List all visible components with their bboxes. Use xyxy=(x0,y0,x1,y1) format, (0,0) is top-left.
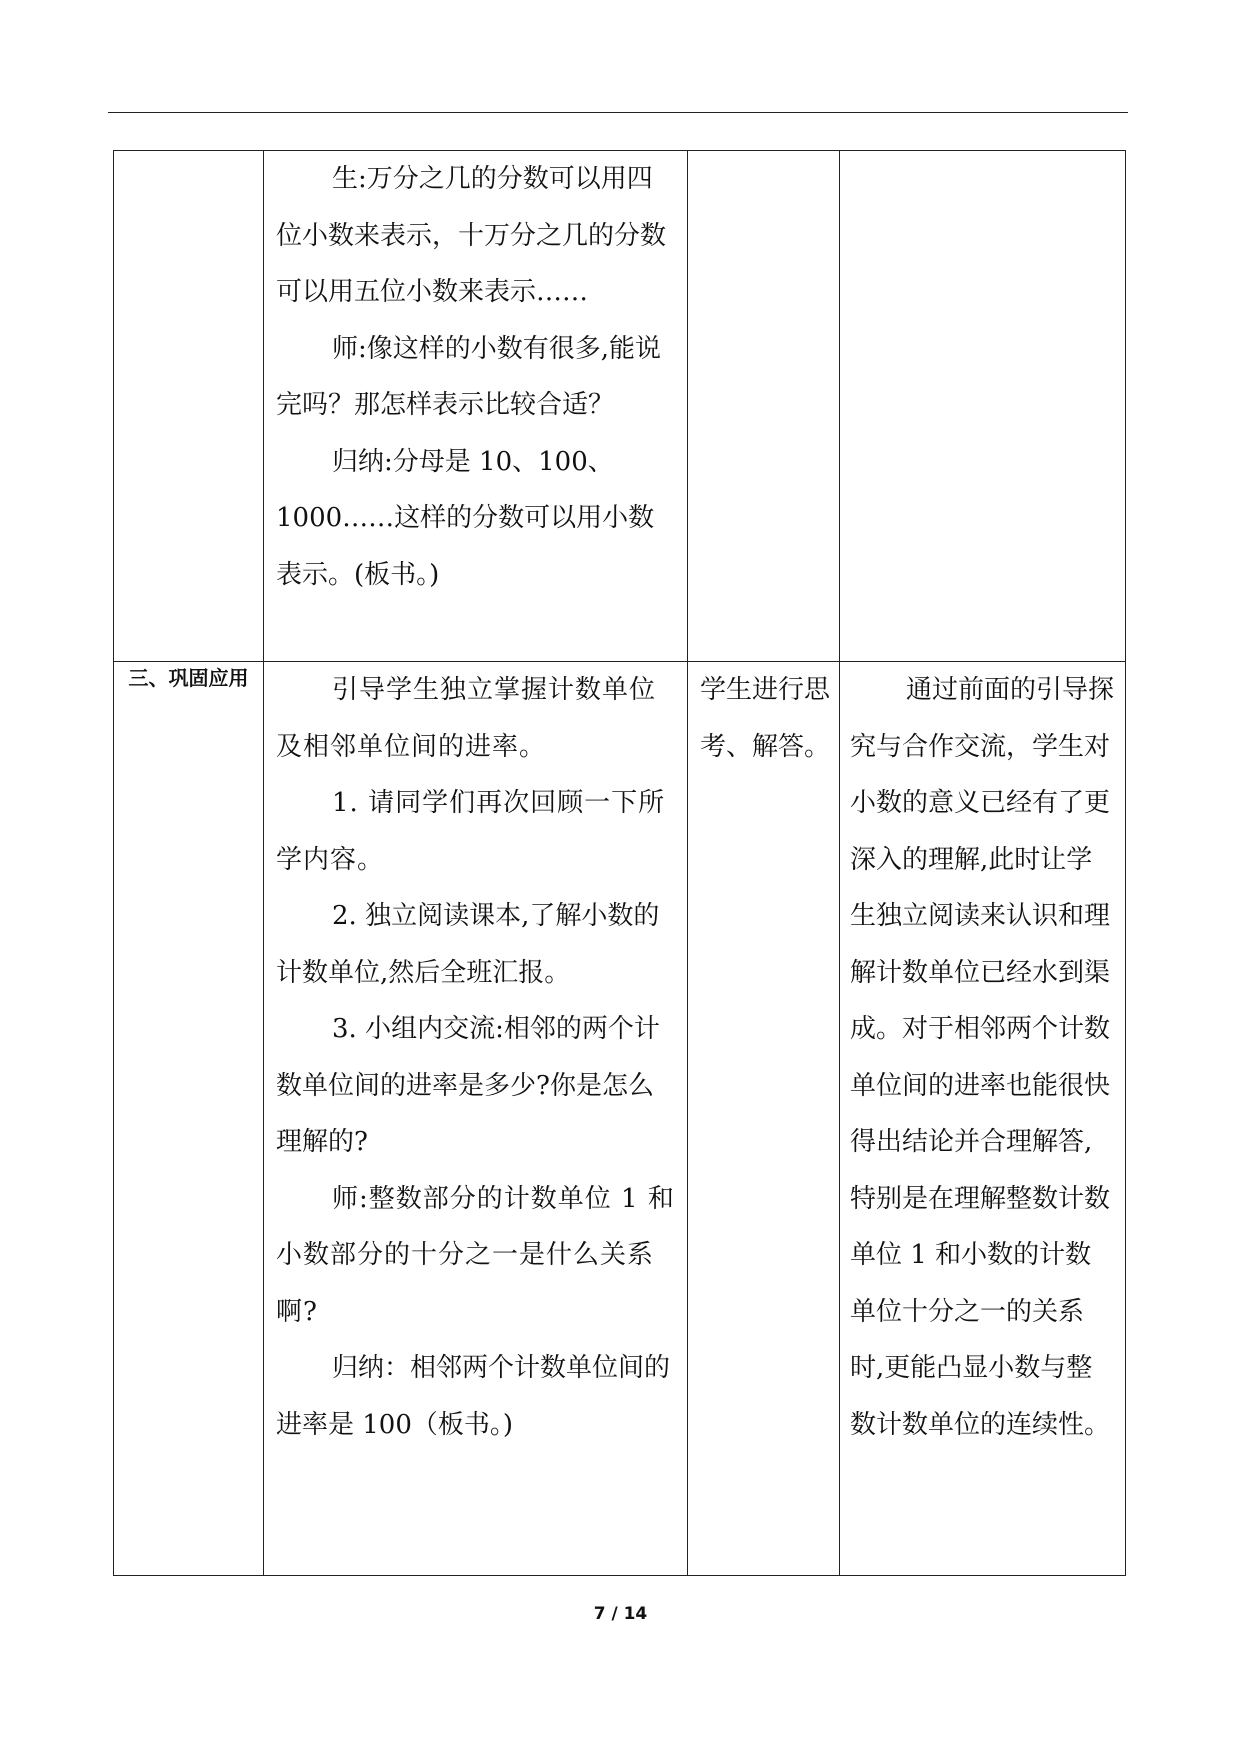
teacher-paragraph: 2. 独立阅读课本,了解小数的计数单位,然后全班汇报。 xyxy=(276,901,660,988)
page-number: 7 / 14 xyxy=(593,1604,648,1624)
design-intent-cell xyxy=(840,151,1126,662)
teacher-paragraph: 归纳:分母是 10、100、1000……这样的分数可以用小数表示。(板书。) xyxy=(276,446,655,590)
teacher-paragraph: 归纳：相邻两个计数单位间的进率是 100（板书。) xyxy=(276,1353,671,1440)
design-intent-cell xyxy=(840,662,1126,1576)
teacher-activity-cell xyxy=(264,662,688,1576)
table-row xyxy=(114,151,1126,662)
teacher-paragraph: 引导学生独立掌握计数单位及相邻单位间的进率。 xyxy=(276,675,657,762)
stage-cell xyxy=(114,151,264,662)
teacher-activity-cell xyxy=(264,151,688,662)
teacher-paragraph: 1. 请同学们再次回顾一下所学内容。 xyxy=(276,788,666,875)
student-activity-cell xyxy=(688,662,840,1576)
header-rule xyxy=(108,112,1128,113)
stage-cell xyxy=(114,662,264,1576)
teacher-paragraph: 师:整数部分的计数单位 1 和小数部分的十分之一是什么关系啊? xyxy=(276,1183,675,1327)
lesson-plan-table xyxy=(113,150,1126,1576)
teacher-paragraph: 3. 小组内交流:相邻的两个计数单位间的进率是多少?你是怎么理解的? xyxy=(276,1014,660,1157)
design-intent-text: 通过前面的引导探究与合作交流，学生对小数的意义已经有了更深入的理解,此时让学生独立阅读来认识和理解计数单位已经水到渠成。对于相邻两个计数单位间的进率也能很快得出结论并合理解答,特别是在理解整数计数单位 1 和小数的计数单位十分之一的关系时,更能凸显小数与整数计数单位的连续性。 xyxy=(850,675,1115,1440)
stage-label: 三、巩固应用 xyxy=(128,666,249,690)
table-row xyxy=(114,662,1126,1576)
teacher-paragraph: 师:像这样的小数有很多,能说完吗？那怎样表示比较合适？ xyxy=(276,333,662,420)
student-activity-cell xyxy=(688,151,840,662)
teacher-paragraph: 生:万分之几的分数可以用四位小数来表示，十万分之几的分数可以用五位小数来表示…… xyxy=(276,164,667,307)
student-activity-text: 学生进行思考、解答。 xyxy=(700,675,831,762)
